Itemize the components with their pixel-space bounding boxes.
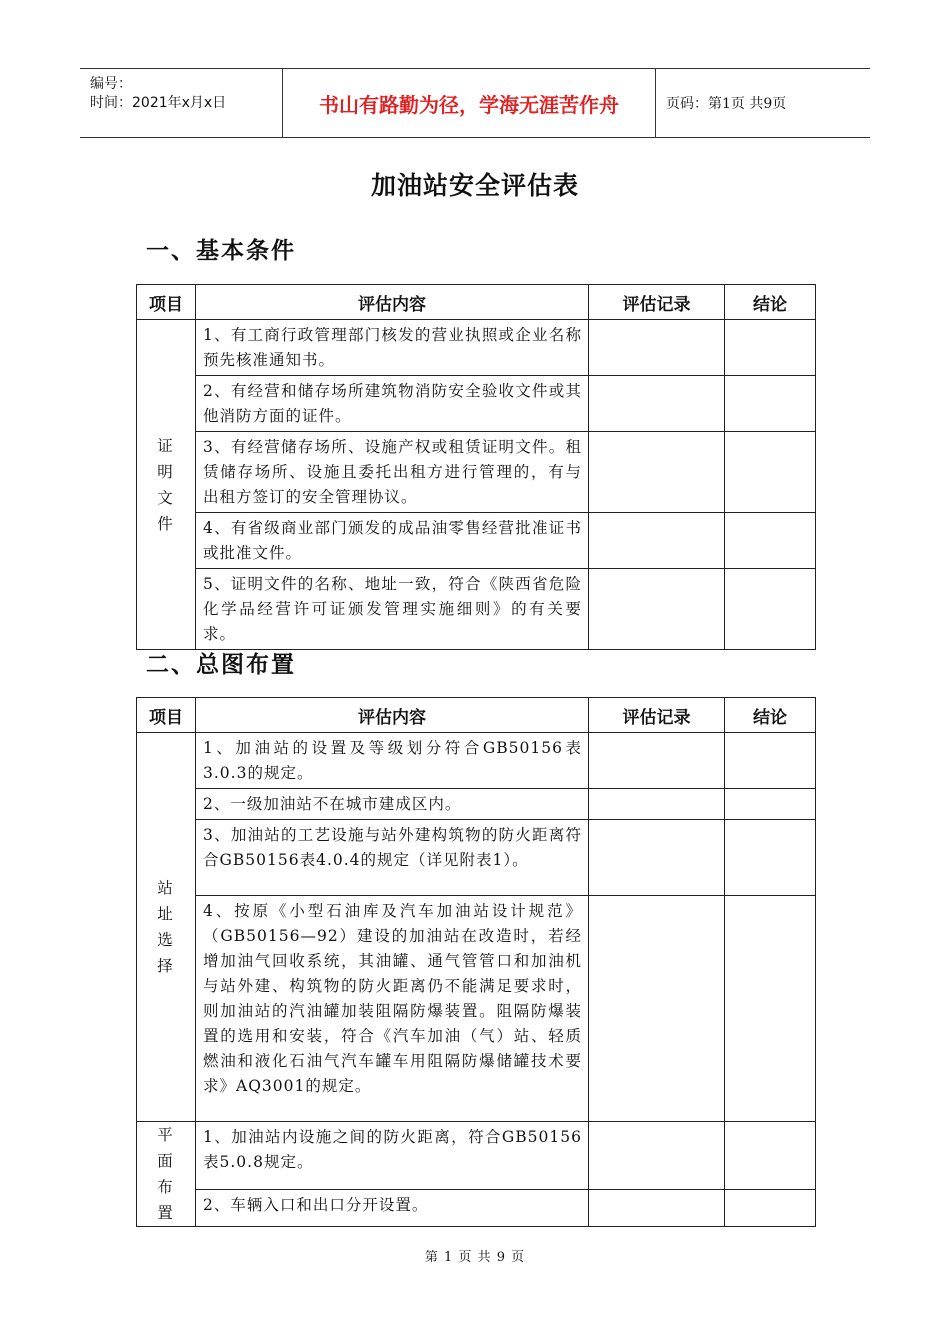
table-row xyxy=(137,320,816,376)
column-header-content: 评估内容 xyxy=(196,285,589,320)
item-cell-site-selection: 站址选择 xyxy=(137,733,196,1122)
column-header-conclusion: 结论 xyxy=(725,698,816,733)
header-motto: 书山有路勤为径，学海无涯苦作舟 xyxy=(282,69,656,137)
content-cell: 4、按原《小型石油库及汽车加油站设计规范》（GB50156—92）建设的加油站在改造时，若经增加油气回收系统，其油罐、通气管管口和加油机与站外建、构筑物的防火距离仍不能满足要求时，则加油站的汽油罐加装阻隔防爆装置。阻隔防爆装置的选用和安装，符合《汽车加油（气）站、轻质燃油和液化石油气汽车罐车用阻隔防爆储罐技术要求》AQ3001的规定。 xyxy=(196,896,589,1122)
record-cell[interactable] xyxy=(589,1122,725,1190)
conclusion-cell[interactable] xyxy=(725,820,816,896)
conclusion-cell[interactable] xyxy=(725,896,816,1122)
content-cell: 4、有省级商业部门颁发的成品油零售经营批准证书或批准文件。 xyxy=(196,513,589,569)
item-cell-layout: 平面布置 xyxy=(137,1122,196,1227)
column-header-conclusion: 结论 xyxy=(725,285,816,320)
record-cell[interactable] xyxy=(589,820,725,896)
item-cell-certificates: 证明文件 xyxy=(137,320,196,650)
record-cell[interactable] xyxy=(589,789,725,820)
column-header-record: 评估记录 xyxy=(589,285,725,320)
section-heading-basic-conditions: 一、基本条件 xyxy=(146,237,296,264)
table-row xyxy=(137,789,816,820)
conclusion-cell[interactable] xyxy=(725,569,816,650)
record-cell[interactable] xyxy=(589,733,725,789)
table-row xyxy=(137,513,816,569)
number-label: 编号： xyxy=(90,76,132,92)
conclusion-cell[interactable] xyxy=(725,1189,816,1226)
document-title: 加油站安全评估表 xyxy=(370,171,579,200)
content-cell: 1、有工商行政管理部门核发的营业执照或企业名称预先核准通知书。 xyxy=(196,320,589,376)
record-cell[interactable] xyxy=(589,896,725,1122)
section-heading-site-layout: 二、总图布置 xyxy=(146,651,296,678)
column-header-item: 项目 xyxy=(137,285,196,320)
table-row xyxy=(137,820,816,896)
time-label: 时间：2021年x月x日 xyxy=(90,95,227,111)
table-row xyxy=(137,376,816,432)
record-cell[interactable] xyxy=(589,432,725,513)
content-cell: 1、加油站内设施之间的防火距离，符合GB50156表5.0.8规定。 xyxy=(196,1122,589,1190)
content-cell: 5、证明文件的名称、地址一致，符合《陕西省危险化学品经营许可证颁发管理实施细则》的有关要求。 xyxy=(196,569,589,650)
column-header-item: 项目 xyxy=(137,698,196,733)
record-cell[interactable] xyxy=(589,320,725,376)
conclusion-cell[interactable] xyxy=(725,320,816,376)
content-cell: 3、加油站的工艺设施与站外建构筑物的防火距离符合GB50156表4.0.4的规定（详见附表1）。 xyxy=(196,820,589,896)
conclusion-cell[interactable] xyxy=(725,1122,816,1190)
record-cell[interactable] xyxy=(589,569,725,650)
content-cell: 2、车辆入口和出口分开设置。 xyxy=(196,1189,589,1226)
table-header-row xyxy=(137,285,816,320)
conclusion-cell[interactable] xyxy=(725,432,816,513)
table-row xyxy=(137,733,816,789)
conclusion-cell[interactable] xyxy=(725,513,816,569)
content-cell: 2、有经营和储存场所建筑物消防安全验收文件或其他消防方面的证件。 xyxy=(196,376,589,432)
basic-conditions-table xyxy=(136,284,816,650)
site-layout-table xyxy=(136,697,816,1227)
document-header xyxy=(80,68,870,138)
column-header-content: 评估内容 xyxy=(196,698,589,733)
record-cell[interactable] xyxy=(589,376,725,432)
page-footer: 第 1 页 共 9 页 xyxy=(424,1250,526,1265)
table-row xyxy=(137,432,816,513)
table-row xyxy=(137,569,816,650)
header-meta xyxy=(80,69,280,137)
conclusion-cell[interactable] xyxy=(725,789,816,820)
content-cell: 2、一级加油站不在城市建成区内。 xyxy=(196,789,589,820)
table-header-row xyxy=(137,698,816,733)
table-row xyxy=(137,1122,816,1190)
table-row xyxy=(137,896,816,1122)
record-cell[interactable] xyxy=(589,1189,725,1226)
content-cell: 1、加油站的设置及等级划分符合GB50156表3.0.3的规定。 xyxy=(196,733,589,789)
content-cell: 3、有经营储存场所、设施产权或租赁证明文件。租赁储存场所、设施且委托出租方进行管理的，有与出租方签订的安全管理协议。 xyxy=(196,432,589,513)
conclusion-cell[interactable] xyxy=(725,376,816,432)
header-page-info: 页码：第1页 共9页 xyxy=(666,96,787,112)
table-row xyxy=(137,1189,816,1226)
column-header-record: 评估记录 xyxy=(589,698,725,733)
record-cell[interactable] xyxy=(589,513,725,569)
conclusion-cell[interactable] xyxy=(725,733,816,789)
